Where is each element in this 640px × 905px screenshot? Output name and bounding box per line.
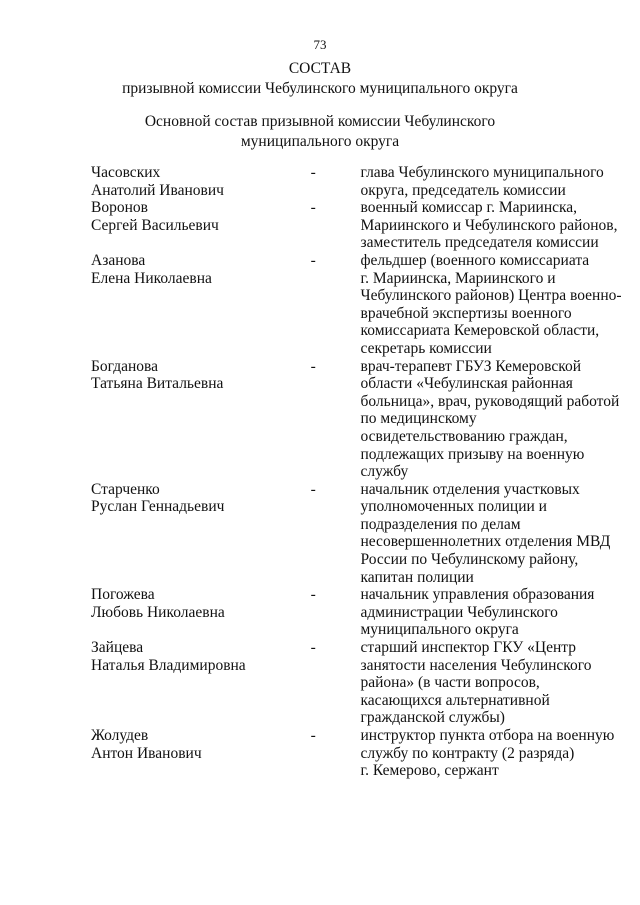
separator-column [311,252,361,358]
role-line: несовершеннолетних отделения МВД [360,533,611,551]
member-role [361,199,640,252]
member-role [361,727,640,780]
separator-dash: - [310,727,316,744]
separator-column [311,639,361,727]
member-surname: Зайцева [91,639,144,657]
separator-dash: - [310,357,316,375]
role-line: занятости населения Чебулинского [360,656,592,674]
role-line: службу по контракту (2 разряда) [360,744,575,762]
member-entry [0,481,640,587]
member-name [0,586,311,639]
member-entry [0,358,640,481]
title-line: призывной комиссии Чебулинского муниципального округа [122,80,518,97]
role-line: службу [360,463,409,481]
document-title [0,59,640,99]
role-line: фельдшер (военного комиссариата [360,251,590,269]
member-surname: Старченко [91,480,160,498]
member-given-names: Анатолий Иванович [91,181,224,199]
role-line: врачебной экспертизы военного [360,304,572,322]
role-line: г. Мариинска, Мариинского и [360,269,556,287]
member-given-names: Антон Иванович [91,744,202,762]
role-line: подлежащих призыву на военную [360,445,585,463]
separator-dash: - [310,639,316,657]
role-line: комиссариата Кемеровской области, [360,322,600,340]
role-line: гражданской службы) [360,709,505,727]
separator-column [311,727,361,780]
separator-dash: - [310,251,316,269]
heading-line: муниципального округа [240,133,400,150]
member-entry [0,199,640,252]
member-surname: Богданова [91,357,159,375]
member-role [361,481,640,587]
separator-column [311,586,361,639]
member-role [361,252,640,358]
separator-column [311,358,361,481]
member-name [0,727,311,780]
separator-column [311,481,361,587]
member-entry [0,586,640,639]
role-line: области «Чебулинская районная [360,375,573,393]
member-surname: Жолудев [91,727,149,744]
role-line: начальник отделения участковых [360,480,580,498]
member-given-names: Сергей Васильевич [91,216,219,234]
role-line: по медицинскому [360,410,477,428]
separator-dash: - [310,480,316,498]
member-name [0,639,311,727]
member-name [0,481,311,587]
role-line: освидетельствованию граждан, [360,427,568,445]
role-line: инструктор пункта отбора на военную [360,727,615,744]
member-given-names: Руслан Геннадьевич [91,498,225,516]
member-role [361,586,640,639]
member-name [0,199,311,252]
role-line: администрации Чебулинского [360,603,558,621]
separator-dash: - [310,199,316,217]
member-entry [0,727,640,780]
role-line: Мариинского и Чебулинского районов, [360,216,618,234]
members-list [0,164,640,780]
member-surname: Воронов [91,199,148,217]
role-line: секретарь комиссии [360,339,492,357]
member-given-names: Елена Николаевна [91,269,212,287]
role-line: касающихся альтернативной [360,691,550,709]
member-surname: Погожева [91,586,155,604]
member-given-names: Любовь Николаевна [91,603,225,621]
role-line: заместитель председателя комиссии [360,234,599,252]
role-line: округа, председатель комиссии [360,181,566,199]
member-role [361,164,640,199]
member-surname: Часовских [91,164,161,181]
member-name [0,358,311,481]
member-entry [0,164,640,199]
role-line: глава Чебулинского муниципального [360,164,604,181]
role-line: больница», врач, руководящий работой [360,392,620,410]
role-line: старший инспектор ГКУ «Центр [360,639,576,657]
role-line: начальник управления образования [360,586,595,604]
title-line: СОСТАВ [288,60,352,77]
member-name [0,164,311,199]
role-line: врач-терапевт ГБУЗ Кемеровской [360,357,582,375]
member-name [0,252,311,358]
member-entry [0,639,640,727]
role-line: муниципального округа [360,621,519,639]
member-role [361,358,640,481]
role-line: капитан полиции [360,568,474,586]
member-given-names: Наталья Владимировна [91,656,246,674]
section-heading [0,112,640,152]
heading-line: Основной состав призывной комиссии Чебулинского [144,113,496,130]
member-role [361,639,640,727]
role-line: уполномоченных полиции и [360,498,547,516]
member-entry [0,252,640,358]
role-line: военный комиссар г. Мариинска, [360,199,578,217]
role-line: России по Чебулинскому району, [360,551,579,569]
separator-dash: - [310,586,316,604]
separator-column [311,164,361,199]
member-surname: Азанова [91,251,146,269]
role-line: района» (в части вопросов, [360,674,540,692]
separator-dash: - [310,164,316,181]
role-line: Чебулинского районов) Центра военно- [360,287,622,305]
page-number: 73 [313,37,327,52]
role-line: подразделения по делам [360,515,521,533]
role-line: г. Кемерово, сержант [360,762,499,780]
member-given-names: Татьяна Витальевна [91,375,224,393]
separator-column [311,199,361,252]
